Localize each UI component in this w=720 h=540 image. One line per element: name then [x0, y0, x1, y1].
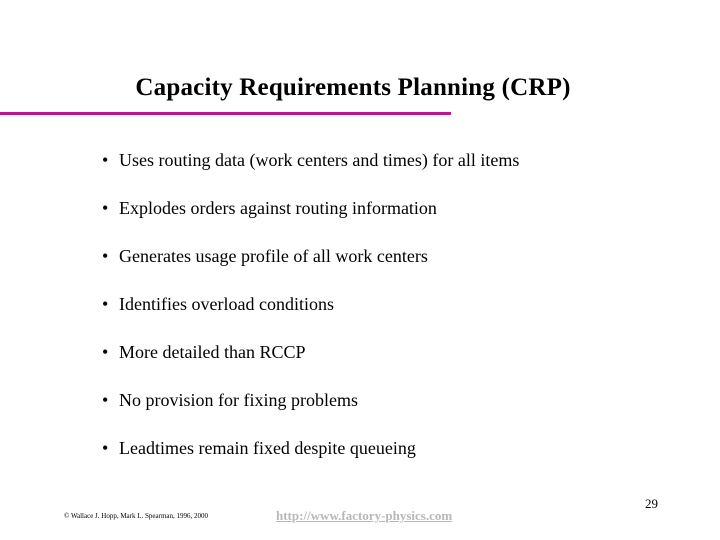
title-underline	[0, 112, 451, 115]
bullet-item	[102, 340, 519, 388]
bullet-item	[102, 292, 519, 340]
bullet-text: Generates usage profile of all work centers	[119, 246, 428, 266]
bullet-text: Leadtimes remain fixed despite queueing	[119, 438, 416, 458]
page-number: 29	[645, 496, 658, 511]
bullet-item	[102, 436, 519, 484]
bullet-symbol: •	[102, 390, 109, 410]
bullet-symbol: •	[102, 150, 109, 170]
bullet-symbol: •	[102, 438, 109, 458]
bullet-text: More detailed than RCCP	[119, 342, 306, 362]
bullet-list	[102, 148, 519, 484]
slide-title: Capacity Requirements Planning (CRP)	[135, 74, 571, 101]
bullet-item	[102, 388, 519, 436]
bullet-symbol: •	[102, 342, 109, 362]
bullet-symbol: •	[102, 198, 109, 218]
bullet-text: Explodes orders against routing information	[119, 198, 437, 218]
bullet-symbol: •	[102, 246, 109, 266]
bullet-item	[102, 196, 519, 244]
bullet-item	[102, 148, 519, 196]
bullet-item	[102, 244, 519, 292]
bullet-symbol: •	[102, 294, 109, 314]
copyright-notice: © Wallace J. Hopp, Mark L. Spearman, 1996, 2000	[64, 512, 209, 520]
bullet-text: No provision for fixing problems	[119, 390, 358, 410]
website-link[interactable]: http://www.factory-physics.com	[276, 508, 453, 523]
bullet-text: Uses routing data (work centers and times) for all items	[119, 150, 520, 170]
bullet-text: Identifies overload conditions	[119, 294, 334, 314]
